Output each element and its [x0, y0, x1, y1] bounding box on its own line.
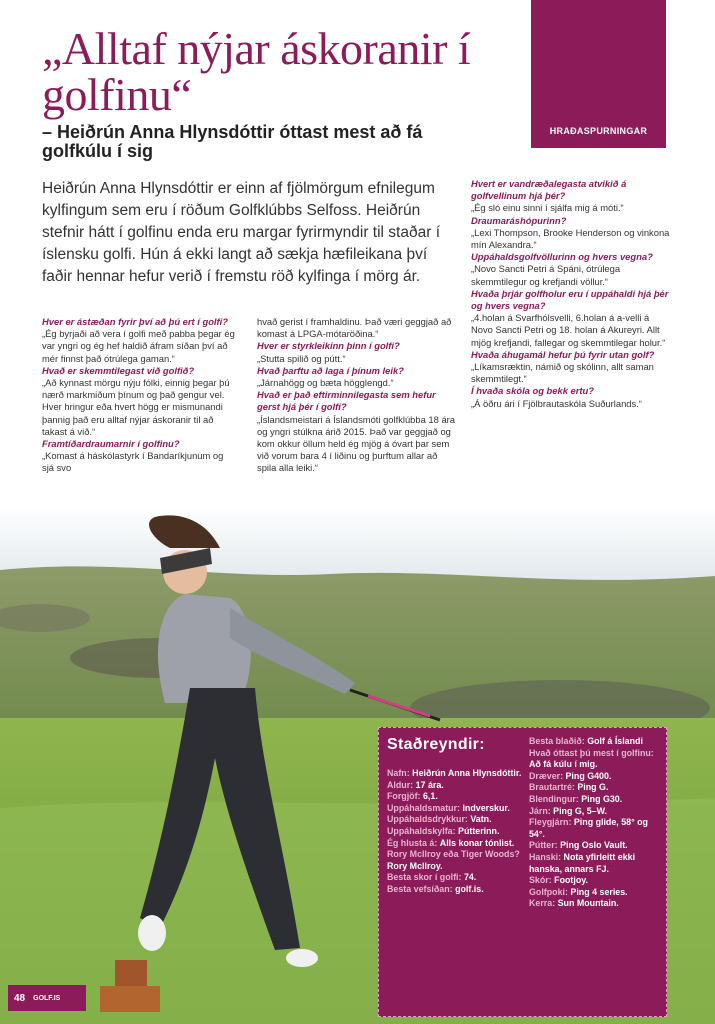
fact-value: Ping G30. — [581, 793, 623, 804]
fact-label: Uppáhaldsmatur: — [387, 802, 460, 813]
qa-question: Hvaða áhugamál hefur þú fyrir utan golf? — [471, 348, 655, 360]
fact-value: Að fá kúlu í mig. — [529, 759, 598, 770]
fact-row — [529, 840, 663, 852]
qa-question: Hver er ástæðan fyrir því að þú ert í golfi? — [42, 316, 228, 327]
facts-column-1 — [387, 768, 531, 896]
fact-row — [529, 887, 663, 899]
qa-question: Í hvaða skóla og bekk ertu? — [471, 385, 594, 397]
fact-label: Brautartré: — [529, 782, 575, 793]
fact-label: Ég hlusta á: — [387, 837, 438, 848]
fact-value: Ping G, 5–W. — [553, 805, 607, 816]
qa-answer: hvað gerist í framhaldinu. Það væri geggjað að komast á LPGA-mótaröðina.“ — [257, 316, 452, 340]
fact-label: Uppáhaldskylfa: — [387, 825, 456, 836]
fact-label: Járn: — [529, 805, 551, 816]
fact-row — [387, 826, 531, 838]
fact-label: Uppáhaldsdrykkur: — [387, 814, 468, 825]
fact-label: Blendingur: — [529, 793, 579, 804]
fact-row — [529, 794, 663, 806]
fact-row — [529, 806, 663, 818]
facts-title: Staðreyndir: — [387, 736, 485, 753]
fact-label: Pútter: — [529, 840, 558, 851]
fact-value: Ping 4 series. — [570, 886, 628, 897]
qa-answer: „Járnahögg og bæta högglengd.“ — [257, 377, 394, 389]
fact-label: Rory McIlroy eða Tiger Woods? — [387, 849, 520, 860]
fact-row — [387, 791, 531, 803]
fact-row — [387, 814, 531, 826]
qa-answer: „Íslandsmeistari á Íslandsmóti golfklúbba 18 ára og yngri stúlkna árið 2015. Það var geggjað og kom okkur öllum held ég mjög á óvart þar sem við vorum bara 4 í liðinu og þurftum allar að spila alla leiki.“ — [257, 413, 456, 474]
fact-label: Besta blaðið: — [529, 736, 585, 746]
section-badge-label: HRAÐASPURNINGAR — [549, 126, 648, 136]
qa-answer: „Líkamsræktin, námið og skólinn, allt saman skemmtilegt.“ — [471, 361, 654, 385]
fact-value: Sun Mountain. — [557, 898, 619, 909]
fact-label: Skór: — [529, 875, 552, 886]
qa-question: Hvað er skemmtilegast við golfið? — [42, 364, 195, 376]
fact-value: Heiðrún Anna Hlynsdóttir. — [412, 768, 522, 778]
fact-value: Ping G400. — [565, 770, 612, 781]
qa-question: Uppáhaldsgolfvöllurinn og hvers vegna? — [471, 251, 653, 263]
qa-question: Hvert er vandræðalegasta atvikið á golfvellinum hjá þér? — [471, 178, 627, 202]
fact-row — [529, 782, 663, 794]
qa-answer: „Á öðru ári í Fjölbrautaskóla Suðurlands.“ — [471, 397, 642, 409]
qa-answer: „4.holan á Svarfhólsvelli, 6.holan á a-velli á Novo Sancti Petri og 18. holan á Akureyri. Allt mjög krefjandi, fallegar og skemmtilegar holur.“ — [471, 312, 666, 348]
fact-value: Ping glide, 58° og 54°. — [529, 817, 648, 839]
qa-column-3 — [471, 178, 671, 410]
article-headline: „Alltaf nýjar áskoranir í golfinu“ — [42, 23, 471, 120]
fact-row — [387, 872, 531, 884]
fact-label: Golfpoki: — [529, 886, 568, 897]
fact-row — [529, 748, 663, 771]
facts-box — [378, 727, 667, 1017]
fact-row — [529, 875, 663, 887]
facts-column-2 — [529, 736, 663, 910]
qa-column-1 — [42, 316, 237, 475]
qa-answer: „Komast á háskólastyrk í Bandaríkjunum og sjá svo — [42, 450, 224, 474]
fact-row — [387, 768, 531, 780]
fact-value: golf.is. — [455, 883, 484, 894]
intro-paragraph: Heiðrún Anna Hlynsdóttir er einn af fjölmörgum efnilegum kylfingum sem eru í röðum Golfklúbbs Selfoss. Heiðrún stefnir hátt í golfinu enda eru margar fyrirmyndir til staðar í íslensku golfi. Hún á ekki langt að sækja hæfileikana því faðir hennar hefur verið í fremstu röð kylfinga í mörg ár. — [42, 180, 440, 285]
fact-label: Kerra: — [529, 898, 556, 909]
qa-answer: „Ég sló einu sinni í sjálfa mig á móti.“ — [471, 202, 624, 214]
qa-question: Hvað er það eftirminnilegasta sem hefur gerst hjá þér í golfi? — [257, 389, 436, 413]
qa-question: Hvað þarftu að laga í þínum leik? — [257, 364, 404, 376]
fact-row — [387, 803, 531, 815]
qa-answer: „Lexi Thompson, Brooke Henderson og vinkona mín Alexandra.“ — [471, 226, 670, 251]
fact-row — [529, 852, 663, 875]
article-subhead: – Heiðrún Anna Hlynsdóttir óttast mest að fá golfkúlu í sig — [42, 122, 423, 161]
fact-row — [529, 736, 663, 748]
fact-row — [529, 898, 663, 910]
fact-label: Hanski: — [529, 851, 562, 862]
fact-value: Indverskur. — [462, 802, 510, 813]
fact-value: 6,1. — [422, 791, 438, 802]
fact-value: Golf á Íslandi — [587, 736, 643, 746]
fact-row — [387, 838, 531, 850]
fact-value: 74. — [463, 872, 477, 883]
qa-question: Draumaráshópurinn? — [471, 214, 567, 226]
qa-answer: „Stutta spilið og pútt.“ — [257, 352, 346, 364]
fact-label: Forgjöf: — [387, 791, 421, 802]
fact-label: Besta skor í golfi: — [387, 872, 462, 883]
fact-row — [529, 817, 663, 840]
fact-value: Pútterinn. — [458, 825, 500, 836]
qa-question: Framtíðardraumarnir í golfinu? — [42, 438, 180, 450]
fact-value: Nota yfirleitt ekki hanska, annars FJ. — [529, 851, 636, 874]
fact-label: Besta vefsíðan: — [387, 883, 453, 894]
site-label: GOLF.IS — [33, 994, 61, 1002]
qa-column-2 — [257, 316, 459, 475]
fact-value: 17 ára. — [415, 779, 444, 790]
fact-value: Vatn. — [470, 814, 492, 825]
fact-value: Ping G. — [577, 782, 609, 793]
fact-value: Rory McIlroy. — [387, 860, 443, 871]
page-number: 48 — [14, 992, 26, 1004]
fact-value: Footjoy. — [554, 875, 589, 886]
fact-label: Dræver: — [529, 770, 564, 781]
fact-row — [387, 884, 531, 896]
section-badge — [531, 0, 666, 148]
fact-label: Nafn: — [387, 768, 410, 778]
qa-question: Hver er styrkleikinn þinn í golfi? — [257, 340, 400, 352]
fact-row — [387, 849, 531, 872]
qa-question: Hvaða þrjár golfholur eru í uppáhaldi hjá þér og hvers vegna? — [471, 287, 669, 312]
qa-answer: „Ég byrjaði að vera í golfi með pabba þegar ég var yngri og ég hef haldið áfram síðan því að mér finnst það ótrúlega gaman.“ — [42, 328, 235, 364]
qa-answer: „Novo Sancti Petri á Spáni, ótrúlega skemmtilegur og krefjandi völlur.“ — [471, 263, 621, 287]
page-footer — [8, 985, 86, 1011]
fact-label: Hvað óttast þú mest í golfinu: — [529, 747, 654, 758]
fact-value: Ping Oslo Vault. — [560, 840, 628, 851]
qa-answer: „Að kynnast mörgu nýju fólki, einnig þegar þú nærð markmiðum þínum og það gengur vel. Hver hringur eða hvert högg er mismunandi þannig það eru alltaf nýjar áskoranir til að takast á við.“ — [42, 377, 230, 437]
fact-row — [387, 780, 531, 792]
fact-value: Alls konar tónlist. — [439, 837, 515, 848]
fact-label: Fleygjárn: — [529, 817, 572, 828]
fact-label: Aldur: — [387, 779, 414, 790]
fact-row — [529, 771, 663, 783]
